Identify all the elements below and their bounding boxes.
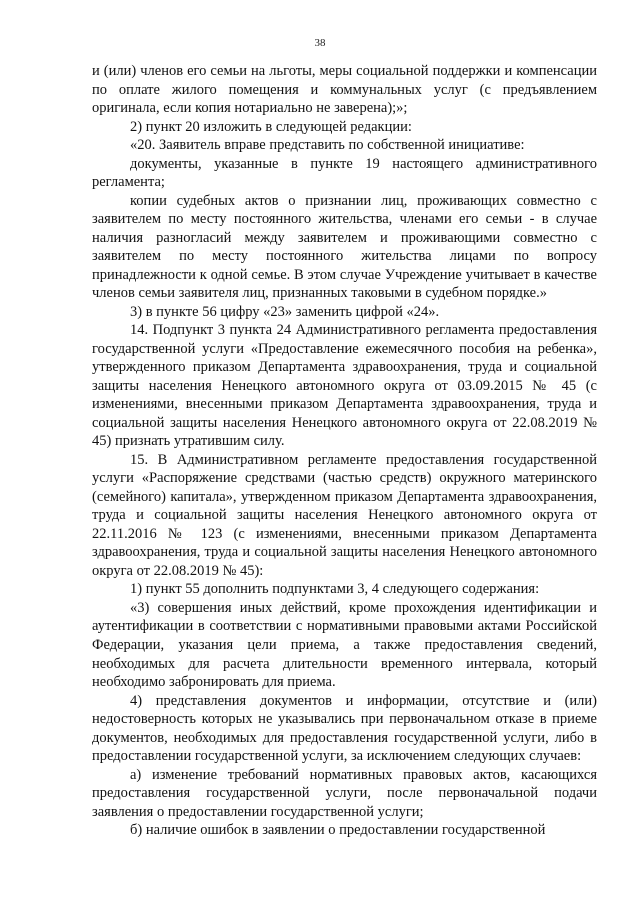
- page-number: 38: [314, 37, 326, 49]
- paragraph: «3) совершения иных действий, кроме прохождения идентификации и аутентификации в соответствии с нормативными правовыми актами Российской Федерации, указания цели приема, а также предоставления сведений, необходимых для расчета длительности временного интервала, который необходимо забронировать для приема.: [92, 599, 597, 691]
- paragraph: 4) представления документов и информации, отсутствие и (или) недостоверность которых не указывались при первоначальном отказе в приеме документов, необходимых для предоставления государственной услуги, либо в предоставлении государственной услуги, за исключением следующих случаев:: [92, 692, 597, 765]
- paragraph: копии судебных актов о признании лиц, проживающих совместно с заявителем по месту постоянного жительства, членами его семьи - в случае наличия разногласий между заявителем и проживающими совместно с заявителем по месту постоянного жительства лицами по вопросу принадлежности к одной семье. В этом случае Учреждение учитывает в качестве членов семьи заявителя лиц, признанных таковыми в судебном порядке.»: [92, 192, 597, 302]
- paragraph: 15. В Административном регламенте предоставления государственной услуги «Распоряжение средствами (частью средств) окружного материнского (семейного) капитала», утвержденном приказом Департамента здравоохранения, труда и социальной защиты населения Ненецкого автономного округа от 22.11.2016 № 123 (с изменениями, внесенными приказом Департамента здравоохранения, труда и социальной защиты населения Ненецкого автономного округа от 22.08.2019 № 45):: [92, 451, 597, 579]
- paragraph: а) изменение требований нормативных правовых актов, касающихся предоставления государственной услуги, после первоначальной подачи заявления о предоставлении государственной услуги;: [92, 766, 597, 820]
- paragraph: 3) в пункте 56 цифру «23» заменить цифрой «24».: [130, 303, 440, 320]
- paragraph: «20. Заявитель вправе представить по собственной инициативе:: [130, 137, 525, 154]
- paragraph: б) наличие ошибок в заявлении о предоставлении государственной: [130, 822, 546, 839]
- paragraph: 2) пункт 20 изложить в следующей редакции:: [130, 118, 412, 135]
- paragraph: 1) пункт 55 дополнить подпунктами 3, 4 следующего содержания:: [130, 581, 540, 598]
- paragraph: 14. Подпункт 3 пункта 24 Административного регламента предоставления государственной услуги «Предоставление ежемесячного пособия на ребенка», утвержденного приказом Департамента здравоохранения, труда и социальной защиты населения Ненецкого автономного округа от 03.09.2015 № 45 (с изменениями, внесенными приказом Департамента здравоохранения, труда и социальной защиты населения Ненецкого автономного округа от 22.08.2019 № 45) признать утратившим силу.: [92, 322, 597, 450]
- paragraph: и (или) членов его семьи на льготы, меры социальной поддержки и компенсации по оплате жилого помещения и коммунальных услуг (с предъявлением оригинала, если копия нотариально не заверена);»;: [92, 63, 597, 117]
- document-body: [92, 62, 597, 840]
- paragraph: документы, указанные в пункте 19 настоящего административного регламента;: [92, 155, 597, 191]
